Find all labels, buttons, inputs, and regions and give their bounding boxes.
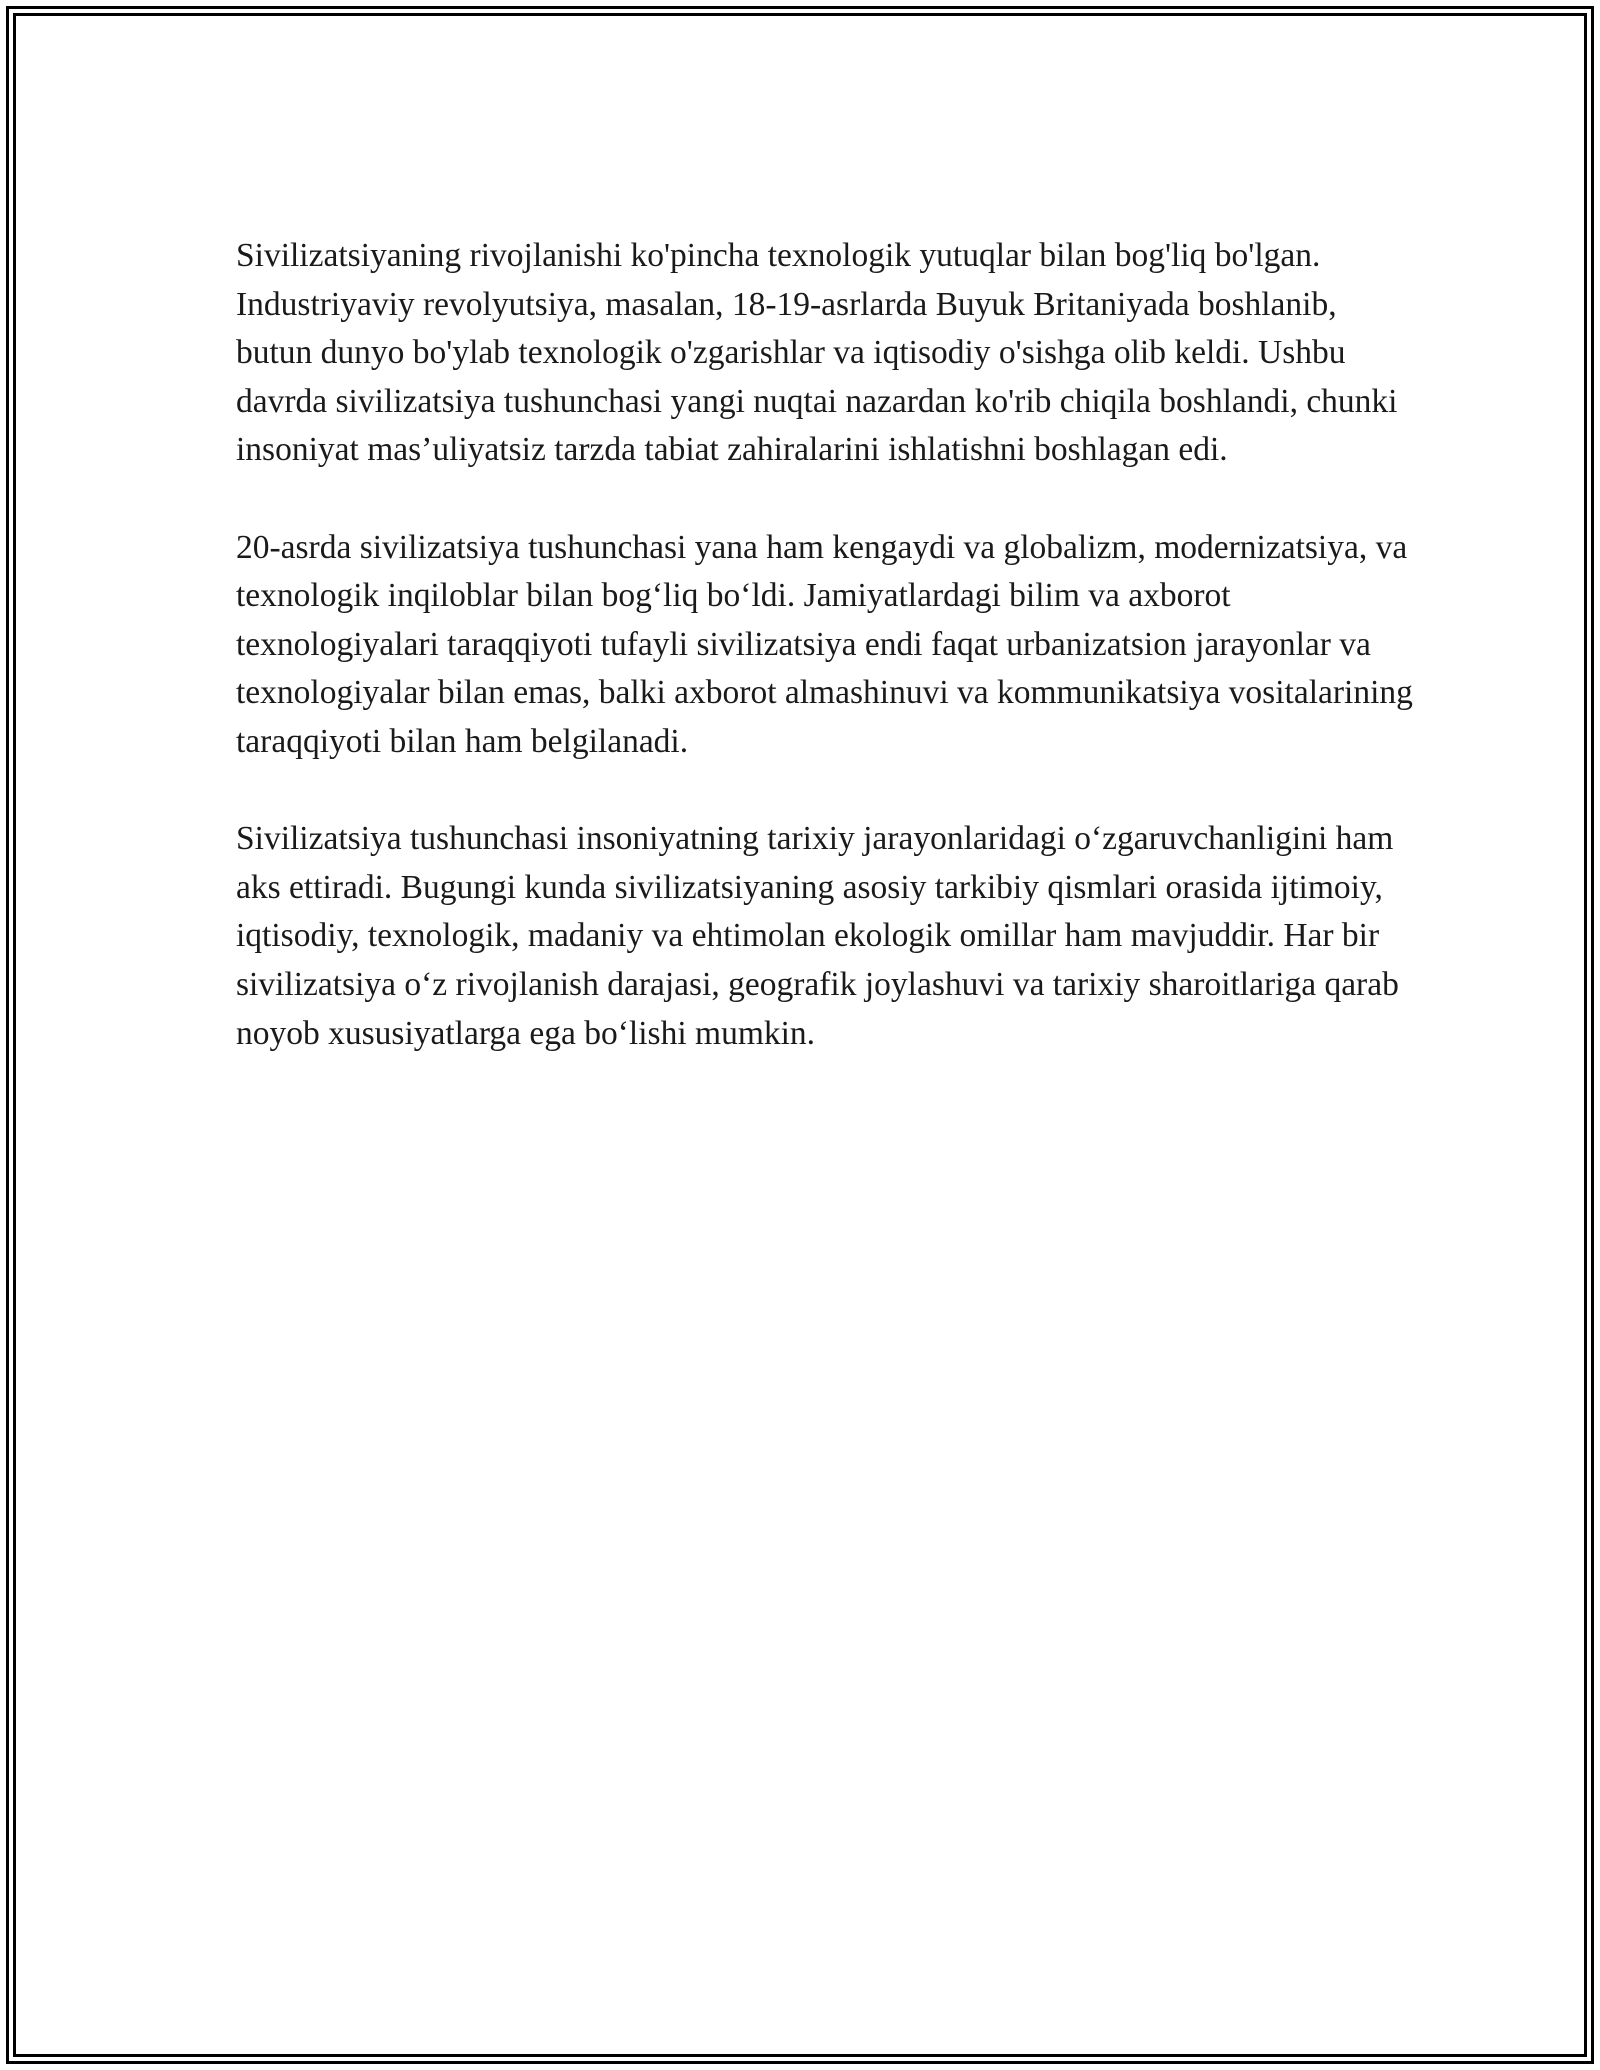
paragraph-2: 20-asrda sivilizatsiya tushunchasi yana ham kengaydi va globalizm, modernizatsiya, va texnologik inqiloblar bilan bog‘liq bo‘ldi. Jamiyatlardagi bilim va axborot texnologiyalari taraqqiyoti tufayli sivilizatsiya endi faqat urbanizatsion jarayonlar va texnologiyalar bilan emas, balki axborot almashinuvi va kommunikatsiya vositalarining taraqqiyoti bilan ham belgilanadi. [236, 528, 1413, 760]
paragraph-3: Sivilizatsiya tushunchasi insoniyatning tarixiy jarayonlaridagi o‘zgaruvchanligini ham aks ettiradi. Bugungi kunda sivilizatsiyaning asosiy tarkibiy qismlari orasida ijtimoiy, iqtisodiy, texnologik, madaniy va ehtimolan ekologik omillar ham mavjuddir. Har bir sivilizatsiya o‘z rivojlanish darajasi, geografik joylashuvi va tarixiy sharoitlariga qarab noyob xususiyatlarga ega bo‘lishi mumkin. [236, 820, 1399, 1052]
document-body [236, 232, 1416, 1058]
paragraph-1: Sivilizatsiyaning rivojlanishi ko'pincha texnologik yutuqlar bilan bog'liq bo'lgan. Industriyaviy revolyutsiya, masalan, 18-19-asrlarda Buyuk Britaniyada boshlanib, butun dunyo bo'ylab texnologik o'zgarishlar va iqtisodiy o'sishga olib keldi. Ushbu davrda sivilizatsiya tushunchasi yangi nuqtai nazardan ko'rib chiqila boshlandi, chunki insoniyat mas’uliyatsiz tarzda tabiat zahiralarini ishlatishni boshlagan edi. [236, 237, 1398, 469]
